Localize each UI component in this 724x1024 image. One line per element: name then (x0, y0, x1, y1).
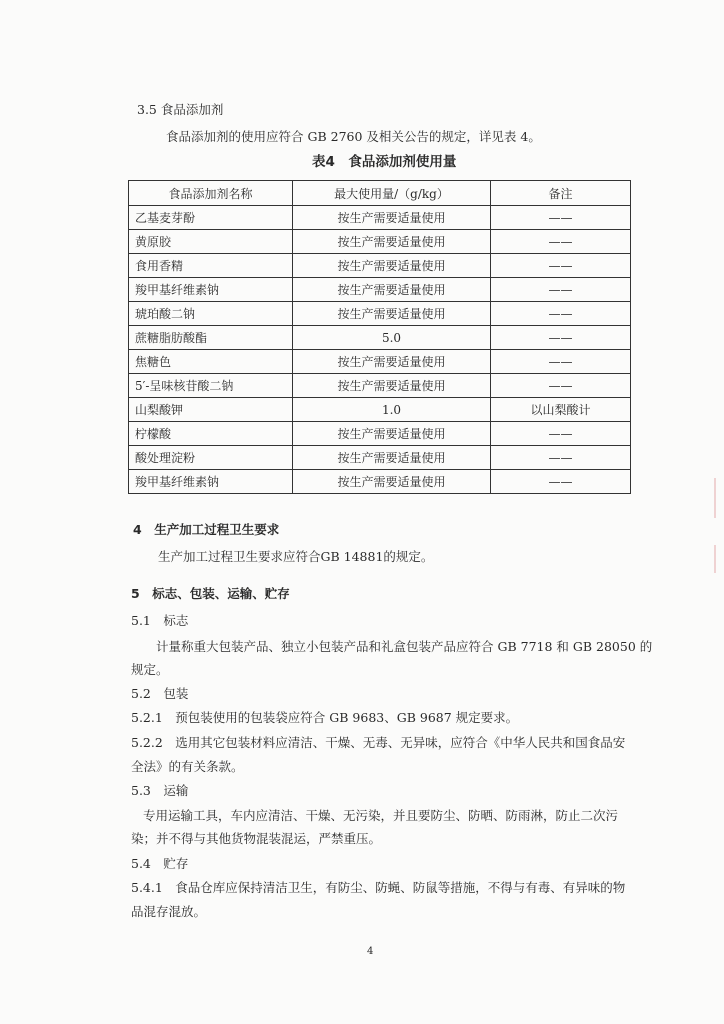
remarks: —— (491, 206, 631, 230)
table-row (129, 326, 631, 350)
max-usage: 1.0 (293, 398, 491, 422)
additive-name: 黄原胶 (129, 230, 293, 254)
additive-name: 乙基麦芽酚 (129, 206, 293, 230)
additive-name: 酸处理淀粉 (129, 446, 293, 470)
max-usage: 按生产需要适量使用 (293, 374, 491, 398)
table-row (129, 350, 631, 374)
section-5-1-heading: 5.1 标志 (131, 613, 189, 628)
section-5-1-body-line1: 计量称重大包装产品、独立小包装产品和礼盒包装产品应符合 GB 7718 和 GB 28050 的 (156, 639, 653, 654)
remarks: —— (491, 350, 631, 374)
table-header-row (129, 181, 631, 206)
remarks: —— (491, 422, 631, 446)
header-remarks: 备注 (491, 181, 631, 206)
max-usage: 按生产需要适量使用 (293, 302, 491, 326)
table-row (129, 206, 631, 230)
section-5-2-1: 5.2.1 预包装使用的包装袋应符合 GB 9683、GB 9687 规定要求。 (131, 710, 519, 725)
additive-name: 琥珀酸二钠 (129, 302, 293, 326)
additives-table (128, 180, 631, 494)
table-row (129, 230, 631, 254)
section-5-2-2-line1: 5.2.2 选用其它包装材料应清洁、干燥、无毒、无异味，应符合《中华人民共和国食品安 (131, 735, 626, 750)
remarks: —— (491, 470, 631, 494)
section-3-5-body: 食品添加剂的使用应符合 GB 2760 及相关公告的规定，详见表 4。 (166, 129, 541, 144)
table-row (129, 278, 631, 302)
section-5-3-heading: 5.3 运输 (131, 783, 189, 798)
table-row (129, 446, 631, 470)
remarks: —— (491, 374, 631, 398)
table-caption: 表4 食品添加剂使用量 (312, 154, 457, 170)
max-usage: 按生产需要适量使用 (293, 422, 491, 446)
section-4-body: 生产加工过程卫生要求应符合GB 14881的规定。 (158, 549, 434, 564)
remarks: —— (491, 254, 631, 278)
max-usage: 按生产需要适量使用 (293, 254, 491, 278)
section-5-2-heading: 5.2 包装 (131, 686, 189, 701)
additive-name: 山梨酸钾 (129, 398, 293, 422)
max-usage: 按生产需要适量使用 (293, 350, 491, 374)
section-5-4-1-line1: 5.4.1 食品仓库应保持清洁卫生，有防尘、防蝇、防鼠等措施，不得与有毒、有异味的物 (131, 880, 626, 895)
additive-name: 食用香精 (129, 254, 293, 278)
table-row (129, 374, 631, 398)
section-5-3-line1: 专用运输工具，车内应清洁、干燥、无污染，并且要防尘、防晒、防雨淋，防止二次污 (143, 808, 619, 823)
max-usage: 按生产需要适量使用 (293, 230, 491, 254)
additive-name: 羧甲基纤维素钠 (129, 278, 293, 302)
table-row (129, 254, 631, 278)
additive-name: 柠檬酸 (129, 422, 293, 446)
page-number: 4 (367, 946, 374, 957)
table-row (129, 422, 631, 446)
header-max-usage: 最大使用量/（g/kg） (293, 181, 491, 206)
scan-edge-mark (714, 478, 716, 518)
table-row (129, 302, 631, 326)
max-usage: 按生产需要适量使用 (293, 446, 491, 470)
additive-name: 5′-呈味核苷酸二钠 (129, 374, 293, 398)
section-5-heading: 5 标志、包装、运输、贮存 (131, 586, 290, 601)
additive-name: 焦糖色 (129, 350, 293, 374)
section-3-5-heading: 3.5 食品添加剂 (137, 102, 224, 117)
section-5-3-line2: 染；并不得与其他货物混装混运，严禁重压。 (131, 831, 382, 846)
scan-edge-mark (714, 545, 716, 573)
remarks: 以山梨酸计 (491, 398, 631, 422)
section-4-heading: 4 生产加工过程卫生要求 (133, 522, 280, 537)
remarks: —— (491, 326, 631, 350)
header-additive-name: 食品添加剂名称 (129, 181, 293, 206)
remarks: —— (491, 446, 631, 470)
remarks: —— (491, 302, 631, 326)
remarks: —— (491, 230, 631, 254)
section-5-4-heading: 5.4 贮存 (131, 856, 189, 871)
max-usage: 5.0 (293, 326, 491, 350)
section-5-4-1-line2: 品混存混放。 (131, 904, 207, 919)
max-usage: 按生产需要适量使用 (293, 278, 491, 302)
remarks: —— (491, 278, 631, 302)
additive-name: 羧甲基纤维素钠 (129, 470, 293, 494)
section-5-2-2-line2: 全法》的有关条款。 (131, 759, 244, 774)
max-usage: 按生产需要适量使用 (293, 206, 491, 230)
section-5-1-body-line2: 规定。 (131, 662, 169, 677)
table-row (129, 398, 631, 422)
max-usage: 按生产需要适量使用 (293, 470, 491, 494)
additive-name: 蔗糖脂肪酸酯 (129, 326, 293, 350)
table-row (129, 470, 631, 494)
